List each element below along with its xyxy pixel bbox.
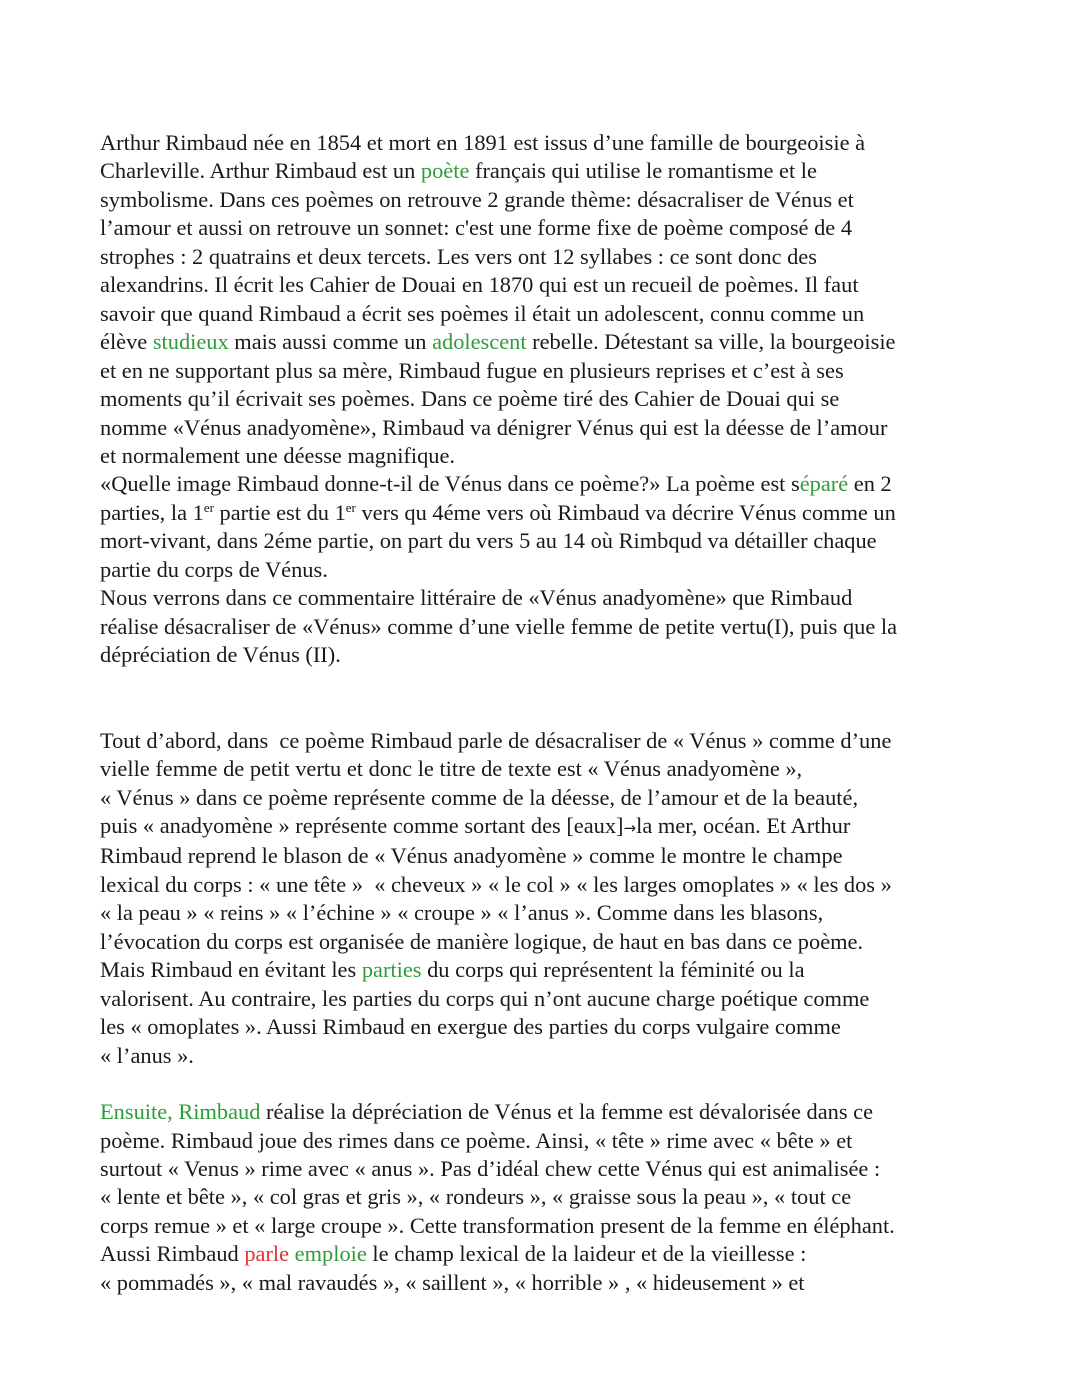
- text-line: [100, 271, 990, 299]
- text-line: [100, 899, 990, 927]
- text-run: mais aussi comme un: [228, 329, 433, 355]
- text-run: le champ lexical de la laideur et de la vieillesse :: [366, 1241, 807, 1267]
- text-line: [100, 641, 990, 669]
- text-line: [100, 755, 990, 783]
- text-run: réalise la dépréciation de Vénus et la femme est dévalorisée dans ce: [260, 1099, 874, 1125]
- text-run: moments qu’il écrivait ses poèmes. Dans ce poème tiré des Cahier de Douai qui se: [100, 386, 840, 412]
- text-run: nomme «Vénus anadyomène», Rimbaud va dénigrer Vénus qui est la déesse de l’amour: [100, 414, 888, 440]
- text-run: corps remue » et « large croupe ». Cette transformation present de la femme en éléphant.: [100, 1212, 895, 1238]
- text-run: dépréciation de Vénus (II).: [100, 642, 341, 668]
- highlighted-word: parties: [361, 957, 422, 983]
- text-run: les « omoplates ». Aussi Rimbaud en exergue des parties du corps vulgaire comme: [100, 1014, 841, 1040]
- text-run: et en ne supportant plus sa mère, Rimbaud fugue en plusieurs reprises et c’est à ses: [100, 357, 844, 383]
- text-line: [100, 1127, 990, 1155]
- text-line: [100, 129, 990, 157]
- text-run: Rimbaud reprend le blason de « Vénus anadyomène » comme le montre le champe: [100, 843, 843, 869]
- highlighted-word: studieux: [152, 329, 229, 355]
- text-line: [100, 414, 990, 442]
- text-line: [100, 1098, 990, 1126]
- text-line: [100, 470, 990, 498]
- text-run: partie est du 1: [213, 499, 346, 525]
- text-run: Aussi Rimbaud: [100, 1241, 245, 1267]
- text-run: l’amour et aussi on retrouve un sonnet: c'est une forme fixe de poème composé de 4: [100, 215, 853, 241]
- superscript-text: er: [203, 499, 214, 515]
- highlighted-word: éparé: [799, 471, 849, 497]
- text-line: [100, 1269, 990, 1297]
- text-line: [100, 1042, 990, 1070]
- text-line: [100, 727, 990, 755]
- text-run: « l’anus ».: [100, 1042, 194, 1068]
- text-line: [100, 784, 990, 812]
- text-run: lexical du corps : « une tête » « cheveux » « le col » « les larges omoplates » « les dos »: [100, 871, 892, 897]
- text-run: partie du corps de Vénus.: [100, 556, 328, 582]
- text-run: «Quelle image Rimbaud donne-t-il de Vénus dans ce poème?» La poème est s: [100, 471, 800, 497]
- text-run: puis « anadyomène » représente comme sortant des [eaux]: [100, 812, 624, 838]
- text-run: mort-vivant, dans 2éme partie, on part du vers 5 au 14 où Rimbqud va détailler chaque: [100, 528, 877, 554]
- text-run: Mais Rimbaud en évitant les: [100, 957, 362, 983]
- text-run: et normalement une déesse magnifique.: [100, 442, 456, 468]
- highlighted-word: adolescent: [432, 329, 527, 355]
- text-run: réalise désacraliser de «Vénus» comme d’une vielle femme de petite vertu(I), puis que la: [100, 613, 898, 639]
- text-run: « la peau » « reins » « l’échine » « croupe » « l’anus ». Comme dans les blasons,: [100, 900, 824, 926]
- highlighted-word: emploie: [294, 1241, 367, 1267]
- text-line: [100, 1240, 990, 1268]
- arrow-symbol: →: [623, 818, 637, 837]
- introduction-paragraph: [100, 129, 990, 670]
- text-run: la mer, océan. Et Arthur: [636, 812, 851, 838]
- text-run: poème. Rimbaud joue des rimes dans ce poème. Ainsi, « tête » rime avec « bête » et: [100, 1127, 853, 1153]
- text-line: [100, 300, 990, 328]
- text-run: l’évocation du corps est organisée de manière logique, de haut en bas dans ce poème.: [100, 928, 864, 954]
- section-spacer: [100, 670, 990, 727]
- highlighted-word: parle: [244, 1241, 290, 1267]
- document-page: [100, 129, 990, 1297]
- highlighted-word: Ensuite, Rimbaud: [100, 1099, 261, 1125]
- text-line: [100, 442, 990, 470]
- text-run: Charleville. Arthur Rimbaud est un: [100, 158, 421, 184]
- text-line: [100, 1155, 990, 1183]
- text-line: [100, 928, 990, 956]
- text-line: [100, 357, 990, 385]
- text-line: [100, 871, 990, 899]
- text-run: « pommadés », « mal ravaudés », « saillent », « horrible » , « hideusement » et: [100, 1269, 805, 1295]
- text-run: français qui utilise le romantisme et le: [469, 158, 817, 184]
- section-spacer: [100, 1070, 990, 1098]
- text-run: « lente et bête », « col gras et gris », « rondeurs », « graisse sous la peau », « tout ce: [100, 1184, 852, 1210]
- text-line: [100, 1013, 990, 1041]
- text-line: [100, 243, 990, 271]
- text-line: [100, 157, 990, 185]
- superscript-text: er: [345, 499, 356, 515]
- text-run: Tout d’abord, dans ce poème Rimbaud parle de désacraliser de « Vénus » comme d’une: [100, 727, 892, 753]
- text-run: du corps qui représentent la féminité ou la: [421, 957, 805, 983]
- text-run: « Vénus » dans ce poème représente comme de la déesse, de l’amour et de la beauté,: [100, 784, 859, 810]
- text-line: [100, 385, 990, 413]
- text-run: vers qu 4éme vers où Rimbaud va décrire Vénus comme un: [355, 499, 896, 525]
- text-line: [100, 214, 990, 242]
- text-line: [100, 556, 990, 584]
- text-line: [100, 499, 990, 527]
- text-run: Nous verrons dans ce commentaire littéraire de «Vénus anadyomène» que Rimbaud: [100, 585, 853, 611]
- text-line: [100, 842, 990, 870]
- part-one-paragraph: [100, 727, 990, 1070]
- text-line: [100, 985, 990, 1013]
- text-run: symbolisme. Dans ces poèmes on retrouve 2 grande thème: désacraliser de Vénus et: [100, 186, 854, 212]
- text-run: valorisent. Au contraire, les parties du corps qui n’ont aucune charge poétique comme: [100, 985, 870, 1011]
- text-run: surtout « Venus » rime avec « anus ». Pas d’idéal chew cette Vénus qui est animalisée :: [100, 1155, 881, 1181]
- text-line: [100, 613, 990, 641]
- text-run: vielle femme de petit vertu et donc le titre de texte est « Vénus anadyomène »,: [100, 756, 803, 782]
- highlighted-word: poète: [420, 158, 470, 184]
- text-run: en 2: [848, 471, 892, 497]
- text-run: savoir que quand Rimbaud a écrit ses poèmes il était un adolescent, connu comme un: [100, 300, 865, 326]
- text-run: alexandrins. Il écrit les Cahier de Douai en 1870 qui est un recueil de poèmes. Il faut: [100, 272, 859, 298]
- text-run: Arthur Rimbaud née en 1854 et mort en 1891 est issus d’une famille de bourgeoisie à: [100, 130, 866, 155]
- text-line: [100, 186, 990, 214]
- text-line: [100, 527, 990, 555]
- text-run: strophes : 2 quatrains et deux tercets. Les vers ont 12 syllabes : ce sont donc des: [100, 243, 817, 269]
- text-line: [100, 328, 990, 356]
- part-two-paragraph: [100, 1098, 990, 1297]
- text-line: [100, 812, 990, 842]
- text-run: élève: [100, 329, 153, 355]
- text-line: [100, 1183, 990, 1211]
- text-run: rebelle. Détestant sa ville, la bourgeoisie: [526, 329, 896, 355]
- text-line: [100, 956, 990, 984]
- text-run: parties, la 1: [100, 499, 204, 525]
- text-line: [100, 584, 990, 612]
- text-line: [100, 1212, 990, 1240]
